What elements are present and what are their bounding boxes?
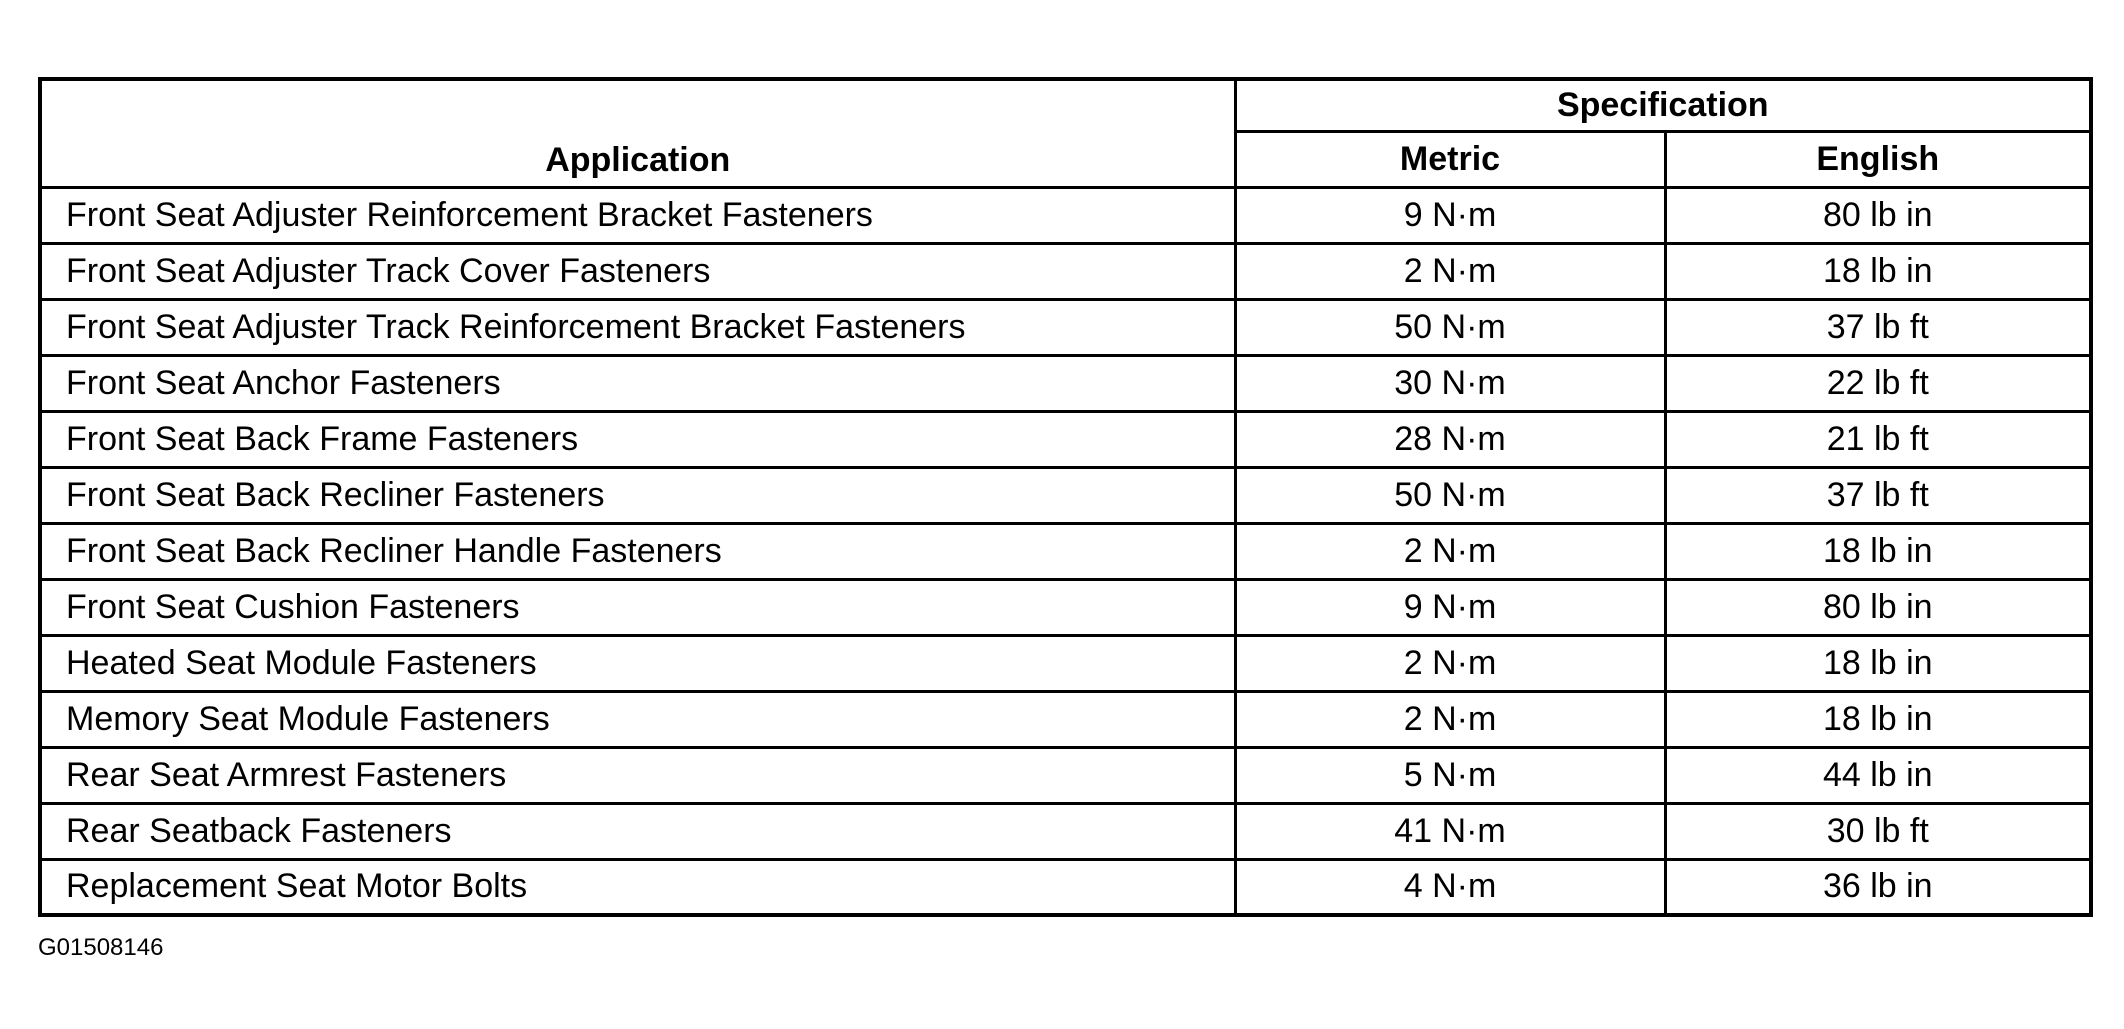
english-cell: 18 lb in bbox=[1665, 523, 2091, 579]
english-cell: 18 lb in bbox=[1665, 635, 2091, 691]
application-cell: Memory Seat Module Fasteners bbox=[40, 691, 1235, 747]
table-row bbox=[40, 635, 2091, 691]
application-header: Application bbox=[40, 79, 1235, 187]
specification-header: Specification bbox=[1235, 79, 2091, 131]
english-cell: 30 lb ft bbox=[1665, 803, 2091, 859]
application-cell: Front Seat Anchor Fasteners bbox=[40, 355, 1235, 411]
table-row bbox=[40, 691, 2091, 747]
application-cell: Front Seat Cushion Fasteners bbox=[40, 579, 1235, 635]
table-row bbox=[40, 523, 2091, 579]
table-row bbox=[40, 803, 2091, 859]
table-row bbox=[40, 747, 2091, 803]
figure-code: G01508146 bbox=[38, 934, 164, 961]
table-row bbox=[40, 187, 2091, 243]
application-cell: Front Seat Back Recliner Fasteners bbox=[40, 467, 1235, 523]
metric-cell: 28 N·m bbox=[1235, 411, 1665, 467]
table-row bbox=[40, 243, 2091, 299]
english-cell: 80 lb in bbox=[1665, 187, 2091, 243]
english-cell: 36 lb in bbox=[1665, 859, 2091, 915]
metric-cell: 2 N·m bbox=[1235, 691, 1665, 747]
spec-table-body bbox=[40, 187, 2091, 915]
english-cell: 37 lb ft bbox=[1665, 467, 2091, 523]
table-row bbox=[40, 467, 2091, 523]
english-header: English bbox=[1665, 131, 2091, 187]
metric-header: Metric bbox=[1235, 131, 1665, 187]
application-cell: Rear Seat Armrest Fasteners bbox=[40, 747, 1235, 803]
table-row bbox=[40, 859, 2091, 915]
english-cell: 80 lb in bbox=[1665, 579, 2091, 635]
table-row bbox=[40, 299, 2091, 355]
english-cell: 18 lb in bbox=[1665, 691, 2091, 747]
metric-cell: 9 N·m bbox=[1235, 579, 1665, 635]
english-cell: 18 lb in bbox=[1665, 243, 2091, 299]
metric-cell: 30 N·m bbox=[1235, 355, 1665, 411]
english-cell: 22 lb ft bbox=[1665, 355, 2091, 411]
metric-cell: 41 N·m bbox=[1235, 803, 1665, 859]
application-cell: Front Seat Adjuster Reinforcement Bracket Fasteners bbox=[40, 187, 1235, 243]
metric-cell: 5 N·m bbox=[1235, 747, 1665, 803]
metric-cell: 2 N·m bbox=[1235, 523, 1665, 579]
metric-cell: 9 N·m bbox=[1235, 187, 1665, 243]
english-cell: 44 lb in bbox=[1665, 747, 2091, 803]
table-row bbox=[40, 355, 2091, 411]
metric-cell: 2 N·m bbox=[1235, 243, 1665, 299]
application-cell: Front Seat Adjuster Track Cover Fasteners bbox=[40, 243, 1235, 299]
metric-cell: 50 N·m bbox=[1235, 467, 1665, 523]
metric-cell: 50 N·m bbox=[1235, 299, 1665, 355]
fastener-spec-table bbox=[38, 77, 2093, 917]
english-cell: 21 lb ft bbox=[1665, 411, 2091, 467]
english-cell: 37 lb ft bbox=[1665, 299, 2091, 355]
metric-cell: 2 N·m bbox=[1235, 635, 1665, 691]
application-cell: Rear Seatback Fasteners bbox=[40, 803, 1235, 859]
application-cell: Front Seat Adjuster Track Reinforcement Bracket Fasteners bbox=[40, 299, 1235, 355]
application-cell: Front Seat Back Frame Fasteners bbox=[40, 411, 1235, 467]
application-cell: Heated Seat Module Fasteners bbox=[40, 635, 1235, 691]
table-row bbox=[40, 579, 2091, 635]
application-cell: Front Seat Back Recliner Handle Fasteners bbox=[40, 523, 1235, 579]
application-cell: Replacement Seat Motor Bolts bbox=[40, 859, 1235, 915]
table-row bbox=[40, 411, 2091, 467]
metric-cell: 4 N·m bbox=[1235, 859, 1665, 915]
